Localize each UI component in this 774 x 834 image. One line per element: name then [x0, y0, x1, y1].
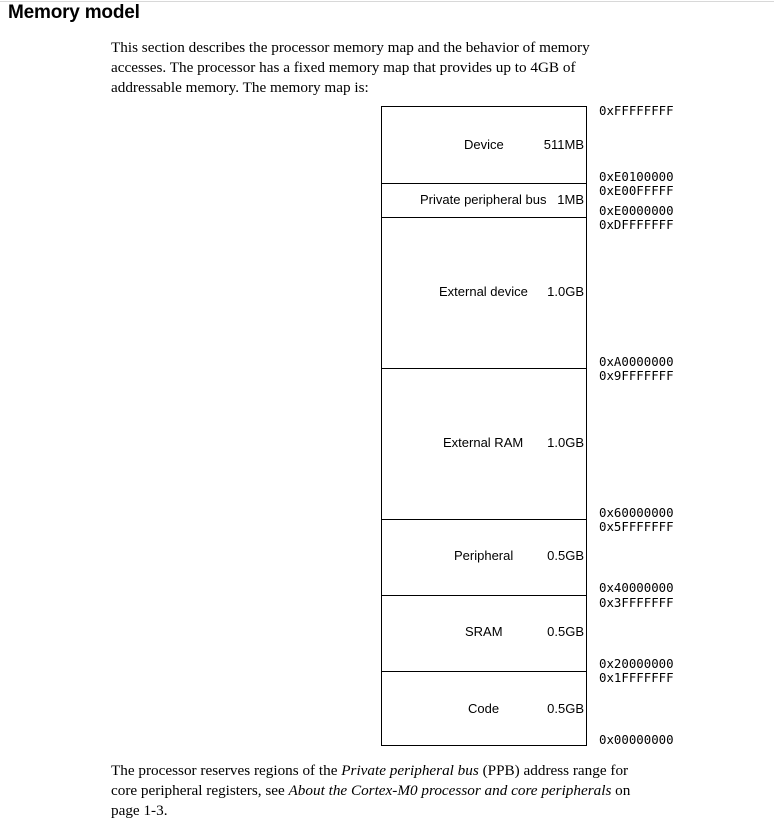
region-external-ram-name: External RAM	[443, 435, 524, 450]
address-label: 0x60000000	[599, 505, 674, 520]
intro-line-1: This section describes the processor memory map and the behavior of memory	[111, 39, 590, 56]
region-sram-name: SRAM	[465, 624, 503, 639]
region-external-device-size: 1.0GB	[547, 284, 584, 299]
region-device	[382, 107, 586, 184]
outro-text-1: The processor reserves regions of the	[111, 762, 342, 779]
region-external-device	[382, 218, 586, 369]
address-label: 0xDFFFFFFF	[599, 217, 674, 232]
address-label: 0x20000000	[599, 656, 674, 671]
address-label: 0xE00FFFFF	[599, 183, 674, 198]
region-device-name: Device	[464, 137, 504, 152]
region-device-size: 511MB	[543, 137, 584, 152]
ppb-italic-term: Private peripheral bus	[341, 762, 479, 779]
address-label: 0x9FFFFFFF	[599, 368, 674, 383]
address-label: 0x00000000	[599, 732, 674, 747]
region-sram-size: 0.5GB	[547, 624, 584, 639]
region-external-device-name: External device	[439, 284, 528, 299]
intro-line-2: accesses. The processor has a fixed memory map that provides up to 4GB of	[111, 59, 576, 76]
region-code-size: 0.5GB	[547, 701, 584, 716]
intro-paragraph	[111, 38, 711, 98]
address-label: 0x5FFFFFFF	[599, 519, 674, 534]
address-label: 0xA0000000	[599, 354, 674, 369]
memory-map-diagram	[381, 106, 587, 746]
region-external-ram	[382, 369, 586, 520]
outro-text-5: page 1-3.	[111, 802, 168, 819]
outro-paragraph	[111, 761, 701, 821]
region-peripheral-size: 0.5GB	[547, 548, 584, 563]
intro-line-3: addressable memory. The memory map is:	[111, 79, 369, 96]
region-code-name: Code	[468, 701, 500, 716]
address-label: 0xFFFFFFFF	[599, 103, 674, 118]
address-label: 0x3FFFFFFF	[599, 595, 674, 610]
address-label: 0xE0100000	[599, 169, 674, 184]
region-private-peripheral-bus	[382, 184, 586, 218]
region-code	[382, 672, 586, 745]
cross-reference-link[interactable]: About the Cortex-M0 processor and core peripherals	[288, 782, 612, 799]
section-heading: Memory model	[8, 2, 140, 23]
region-peripheral	[382, 520, 586, 596]
outro-text-4: on	[611, 782, 631, 799]
region-external-ram-size: 1.0GB	[547, 435, 584, 450]
address-label: 0xE0000000	[599, 203, 674, 218]
outro-text-3: core peripheral registers, see	[111, 782, 289, 799]
region-ppb-size: 1MB	[557, 192, 584, 207]
region-peripheral-name: Peripheral	[454, 548, 514, 563]
address-label: 0x1FFFFFFF	[599, 670, 674, 685]
region-ppb-name: Private peripheral bus	[420, 192, 547, 207]
address-label: 0x40000000	[599, 580, 674, 595]
outro-text-2: (PPB) address range for	[478, 762, 629, 779]
region-sram	[382, 596, 586, 672]
